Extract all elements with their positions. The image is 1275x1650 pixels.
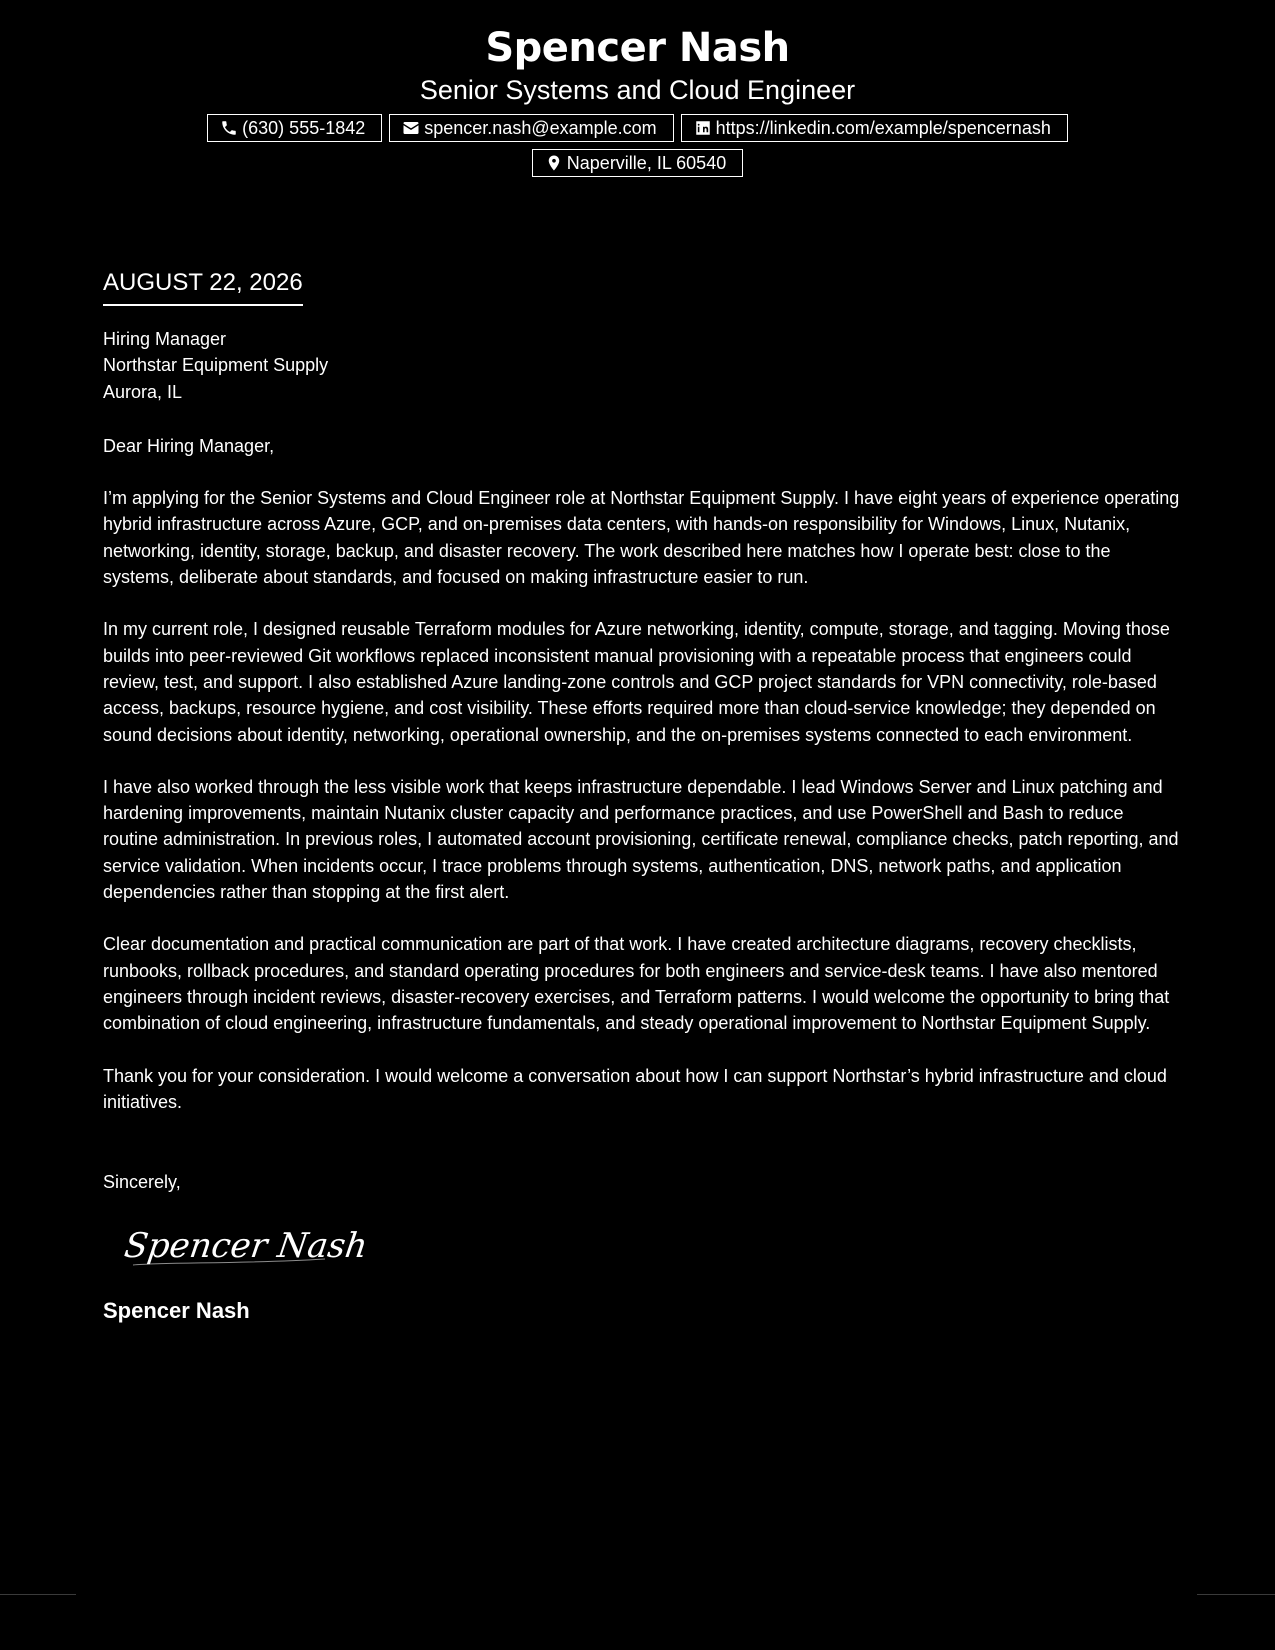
envelope-icon [402,119,420,137]
contact-row-secondary [0,149,1275,177]
letter-header [0,22,1275,177]
signature-glyphs: Spencer Nash [121,1226,371,1267]
salutation: Dear Hiring Manager, [103,435,275,456]
letter-body [103,268,1183,1325]
body-paragraph: Clear documentation and practical communication are part of that work. I have created architecture diagrams, recovery checklists, runbooks, rollback procedures, and standard operating procedures for both engineers and service-desk teams. I have also mentored engineers through incident reviews, disaster-recovery exercises, and Terraform patterns. I would welcome the opportunity to bring that combination of cloud engineering, infrastructure fundamentals, and steady operational improvement to Northstar Equipment Supply. [103,934,1170,1034]
signer-name: Spencer Nash [103,1298,250,1324]
body-paragraph: I have also worked through the less visible work that keeps infrastructure dependable. I lead Windows Server and Linux patching and hardening improvements, maintain Nutanix cluster capacity and performance practices, and use PowerShell and Bash to reduce routine administration. In previous roles, I automated account provisioning, certificate renewal, compliance checks, patch reporting, and service validation. When incidents occur, I trace problems through systems, authentication, DNS, network paths, and application dependencies rather than stopping at the first alert. [103,776,1179,903]
body-paragraph: I’m applying for the Senior Systems and Cloud Engineer role at Northstar Equipment Supply. I have eight years of experience operating hybrid infrastructure across Azure, GCP, and on-premises data centers, with hands-on responsibility for Windows, Linux, Nutanix, networking, identity, storage, backup, and disaster recovery. The work described here matches how I operate best: close to the systems, deliberate about standards, and focused on making infrastructure easier to run. [103,488,1180,588]
handwritten-signature [121,1215,1183,1275]
map-marker-icon [545,154,563,172]
body-paragraph: Thank you for your consideration. I would welcome a conversation about how I can support Northstar’s hybrid infrastructure and cloud initiatives. [103,1065,1167,1112]
signature-image [121,1215,371,1275]
contact-row-primary [0,114,1275,142]
email-chip[interactable] [389,114,673,142]
recipient-line: Hiring Manager [103,329,227,349]
recipient-block [103,326,1183,405]
email-text: spencer.nash@example.com [424,117,657,138]
linkedin-text: https://linkedin.com/example/spencernash [715,117,1051,138]
applicant-title: Senior Systems and Cloud Engineer [419,75,856,105]
body-paragraph: In my current role, I designed reusable Terraform modules for Azure networking, identity, compute, storage, and tagging. Moving those builds into peer-reviewed Git workflows replaced inconsistent manual provisioning with a repeatable process that engineers could review, test, and support. I also established Azure landing-zone controls and GCP project standards for VPN connectivity, role-based access, backups, resource hygiene, and cost visibility. These efforts required more than cloud-service knowledge; they depended on sound decisions about identity, networking, operational ownership, and the on-premises systems connected to each environment. [103,619,1170,745]
recipient-line: Northstar Equipment Supply [103,355,329,376]
linkedin-icon [694,119,712,137]
linkedin-chip[interactable] [681,114,1068,142]
footer-rule-left [0,1594,76,1595]
footer-rule-right [1197,1594,1275,1595]
phone-chip[interactable] [207,114,382,142]
phone-icon [220,119,238,137]
closing: Sincerely, [103,1172,181,1193]
phone-text: (630) 555-1842 [242,117,366,138]
applicant-name: Spencer Nash [485,25,790,71]
location-chip [532,149,743,177]
location-text: Naperville, IL 60540 [566,152,727,173]
recipient-line: Aurora, IL [103,381,183,402]
letter-date: AUGUST 22, 2026 [103,268,303,306]
